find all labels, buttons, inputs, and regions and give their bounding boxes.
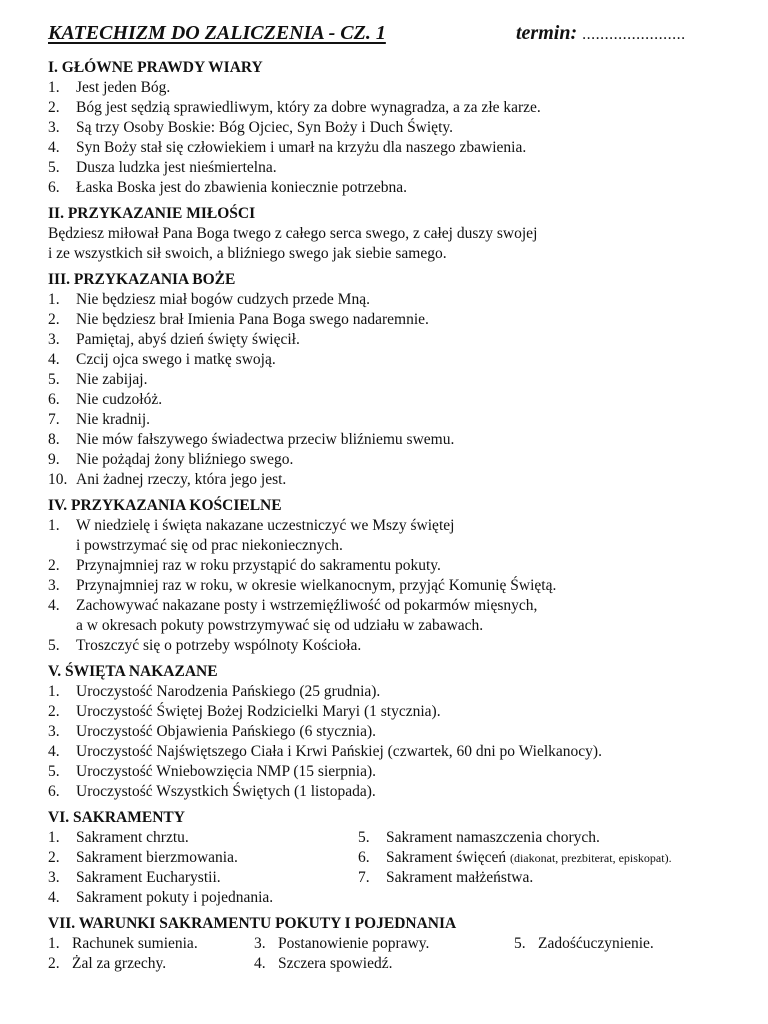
sacraments-right-column	[358, 828, 738, 908]
list-item	[48, 138, 768, 158]
item-text: Zadośćuczynienie.	[538, 935, 654, 952]
list-item	[48, 470, 768, 490]
list-item	[514, 934, 714, 954]
item-text: Uroczystość Wszystkich Świętych (1 listopada).	[76, 783, 376, 800]
item-number: 6.	[48, 391, 60, 408]
section-church-commandments	[48, 496, 768, 656]
item-number: 5.	[358, 829, 370, 846]
conditions-column-2	[254, 934, 514, 974]
item-number: 1.	[48, 291, 60, 308]
list-item	[48, 78, 768, 98]
section-heading: V. ŚWIĘTA NAKAZANE	[48, 663, 218, 680]
conditions-column-1	[48, 934, 254, 974]
section-sacraments	[48, 808, 768, 908]
list-item	[48, 98, 768, 118]
list-item	[48, 682, 768, 702]
deadline-label: termin:	[516, 22, 578, 44]
item-number: 9.	[48, 451, 60, 468]
conditions-column-3	[514, 934, 714, 974]
item-number: 1.	[48, 683, 60, 700]
item-number: 4.	[254, 955, 266, 972]
list-item	[48, 576, 768, 596]
section-heading: II. PRZYKAZANIE MIŁOŚCI	[48, 205, 256, 222]
section-heading: VII. WARUNKI SAKRAMENTU POKUTY I POJEDNANIA	[48, 915, 457, 932]
item-number: 5.	[48, 763, 60, 780]
list-item	[48, 828, 358, 848]
conditions-columns	[48, 934, 768, 974]
item-number: 4.	[48, 139, 60, 156]
item-text: Sakrament chrztu.	[76, 829, 189, 846]
item-number: 6.	[48, 783, 60, 800]
church-commandments-list	[48, 516, 768, 656]
item-text: Postanowienie poprawy.	[278, 935, 430, 952]
item-number: 5.	[514, 935, 526, 952]
list-item	[358, 828, 738, 848]
item-text: Pamiętaj, abyś dzień święty święcił.	[76, 331, 300, 348]
list-item	[48, 118, 768, 138]
item-text: Rachunek sumienia.	[72, 935, 198, 952]
item-text: Nie będziesz miał bogów cudzych przede Mną.	[76, 291, 370, 308]
item-text: Uroczystość Najświętszego Ciała i Krwi Pańskiej (czwartek, 60 dni po Wielkanocy).	[76, 743, 602, 760]
item-number: 3.	[48, 869, 60, 886]
list-item	[48, 390, 768, 410]
item-number: 2.	[48, 955, 60, 972]
item-text: Zachowywać nakazane posty i wstrzemięźliwość od pokarmów mięsnych,	[76, 597, 538, 614]
list-item	[48, 596, 768, 636]
list-item	[358, 848, 738, 868]
section-gods-commandments	[48, 270, 768, 490]
item-number: 5.	[48, 159, 60, 176]
item-text: Dusza ludzka jest nieśmiertelna.	[76, 159, 277, 176]
main-truths-list	[48, 78, 768, 198]
sacraments-left-column	[48, 828, 358, 908]
list-item	[48, 370, 768, 390]
list-item	[48, 722, 768, 742]
list-item	[48, 954, 254, 974]
item-text: Nie kradnij.	[76, 411, 151, 428]
item-text: Jest jeden Bóg.	[76, 79, 171, 96]
section-confession-conditions	[48, 914, 768, 974]
item-text: Są trzy Osoby Boskie: Bóg Ojciec, Syn Boży i Duch Święty.	[76, 119, 453, 136]
item-number: 3.	[48, 723, 60, 740]
item-text: Nie pożądaj żony bliźniego swego.	[76, 451, 294, 468]
item-text: Sakrament święceń	[386, 849, 507, 866]
item-text: Sakrament namaszczenia chorych.	[386, 829, 600, 846]
list-item	[48, 290, 768, 310]
item-number: 4.	[48, 889, 60, 906]
section-heading: I. GŁÓWNE PRAWDY WIARY	[48, 59, 263, 76]
item-number: 3.	[254, 935, 266, 952]
item-number: 2.	[48, 557, 60, 574]
item-text: Nie cudzołóż.	[76, 391, 163, 408]
item-text: Przynajmniej raz w roku, w okresie wielkanocnym, przyjąć Komunię Świętą.	[76, 577, 557, 594]
item-number: 10.	[48, 471, 68, 488]
list-item	[48, 178, 768, 198]
item-text: Uroczystość Wniebowzięcia NMP (15 sierpnia).	[76, 763, 377, 780]
holy-days-list	[48, 682, 768, 802]
item-text: Szczera spowiedź.	[278, 955, 393, 972]
list-item	[48, 516, 768, 556]
list-item	[48, 450, 768, 470]
list-item	[48, 310, 768, 330]
item-text: Sakrament małżeństwa.	[386, 869, 534, 886]
section-main-truths	[48, 58, 768, 198]
list-item	[48, 556, 768, 576]
item-number: 6.	[358, 849, 370, 866]
item-number: 8.	[48, 431, 60, 448]
list-item	[48, 742, 768, 762]
sacraments-columns	[48, 828, 768, 908]
item-text: Sakrament bierzmowania.	[76, 849, 238, 866]
item-number: 1.	[48, 517, 60, 534]
item-text: Łaska Boska jest do zbawienia koniecznie potrzebna.	[76, 179, 407, 196]
list-item	[48, 702, 768, 722]
list-item	[48, 934, 254, 954]
list-item	[48, 868, 358, 888]
item-text: Sakrament pokuty i pojednania.	[76, 889, 274, 906]
item-text: Uroczystość Świętej Bożej Rodzicielki Maryi (1 stycznia).	[76, 703, 441, 720]
item-text: Nie zabijaj.	[76, 371, 148, 388]
item-text: Uroczystość Objawienia Pańskiego (6 stycznia).	[76, 723, 377, 740]
item-number: 2.	[48, 311, 60, 328]
gods-commandments-list	[48, 290, 768, 490]
item-number: 5.	[48, 637, 60, 654]
item-text: Żal za grzechy.	[72, 955, 167, 972]
list-item	[48, 888, 358, 908]
item-text: Nie będziesz brał Imienia Pana Boga swego nadaremnie.	[76, 311, 429, 328]
item-text: Bóg jest sędzią sprawiedliwym, który za dobre wynagradza, a za złe karze.	[76, 99, 541, 116]
list-item	[48, 430, 768, 450]
document-header	[48, 22, 768, 52]
item-text: Uroczystość Narodzenia Pańskiego (25 grudnia).	[76, 683, 381, 700]
item-number: 1.	[48, 79, 60, 96]
item-text: Syn Boży stał się człowiekiem i umarł na krzyżu dla naszego zbawienia.	[76, 139, 527, 156]
list-item	[48, 782, 768, 802]
section-heading: VI. SAKRAMENTY	[48, 809, 185, 826]
item-text-continued: i powstrzymać się od prac niekoniecznych.	[76, 537, 343, 554]
item-number: 7.	[48, 411, 60, 428]
deadline-field	[516, 22, 686, 45]
paragraph-line: i ze wszystkich sił swoich, a bliźniego swego jak siebie samego.	[48, 245, 447, 262]
list-item	[48, 350, 768, 370]
item-number: 4.	[48, 351, 60, 368]
item-number: 2.	[48, 703, 60, 720]
item-note: (diakonat, prezbiterat, episkopat).	[509, 851, 672, 865]
list-item	[254, 954, 514, 974]
item-number: 3.	[48, 577, 60, 594]
item-text: Przynajmniej raz w roku przystąpić do sakramentu pokuty.	[76, 557, 441, 574]
section-heading: III. PRZYKAZANIA BOŻE	[48, 271, 236, 288]
deadline-blank: .......................	[582, 26, 686, 43]
list-item	[48, 762, 768, 782]
item-text: Ani żadnej rzeczy, która jego jest.	[76, 471, 287, 488]
item-number: 1.	[48, 829, 60, 846]
list-item	[358, 868, 738, 888]
item-number: 4.	[48, 743, 60, 760]
item-text: Czcij ojca swego i matkę swoją.	[76, 351, 276, 368]
item-text: W niedzielę i święta nakazane uczestniczyć we Mszy świętej	[76, 517, 455, 534]
item-number: 7.	[358, 869, 370, 886]
item-number: 2.	[48, 849, 60, 866]
section-love-commandment	[48, 204, 768, 264]
item-text: Sakrament Eucharystii.	[76, 869, 221, 886]
section-heading: IV. PRZYKAZANIA KOŚCIELNE	[48, 497, 282, 514]
item-number: 3.	[48, 331, 60, 348]
list-item	[48, 410, 768, 430]
item-text-continued: a w okresach pokuty powstrzymywać się od udziału w zabawach.	[76, 617, 484, 634]
list-item	[48, 330, 768, 350]
section-holy-days	[48, 662, 768, 802]
item-text: Troszczyć się o potrzeby wspólnoty Kościoła.	[76, 637, 362, 654]
list-item	[254, 934, 514, 954]
item-number: 2.	[48, 99, 60, 116]
item-number: 4.	[48, 597, 60, 614]
list-item	[48, 636, 768, 656]
list-item	[48, 158, 768, 178]
paragraph-line: Będziesz miłował Pana Boga twego z całego serca swego, z całej duszy swojej	[48, 225, 538, 242]
item-number: 5.	[48, 371, 60, 388]
item-number: 1.	[48, 935, 60, 952]
document-title: KATECHIZM DO ZALICZENIA - CZ. 1	[48, 22, 386, 44]
list-item	[48, 848, 358, 868]
item-number: 6.	[48, 179, 60, 196]
item-text: Nie mów fałszywego świadectwa przeciw bliźniemu swemu.	[76, 431, 455, 448]
item-number: 3.	[48, 119, 60, 136]
